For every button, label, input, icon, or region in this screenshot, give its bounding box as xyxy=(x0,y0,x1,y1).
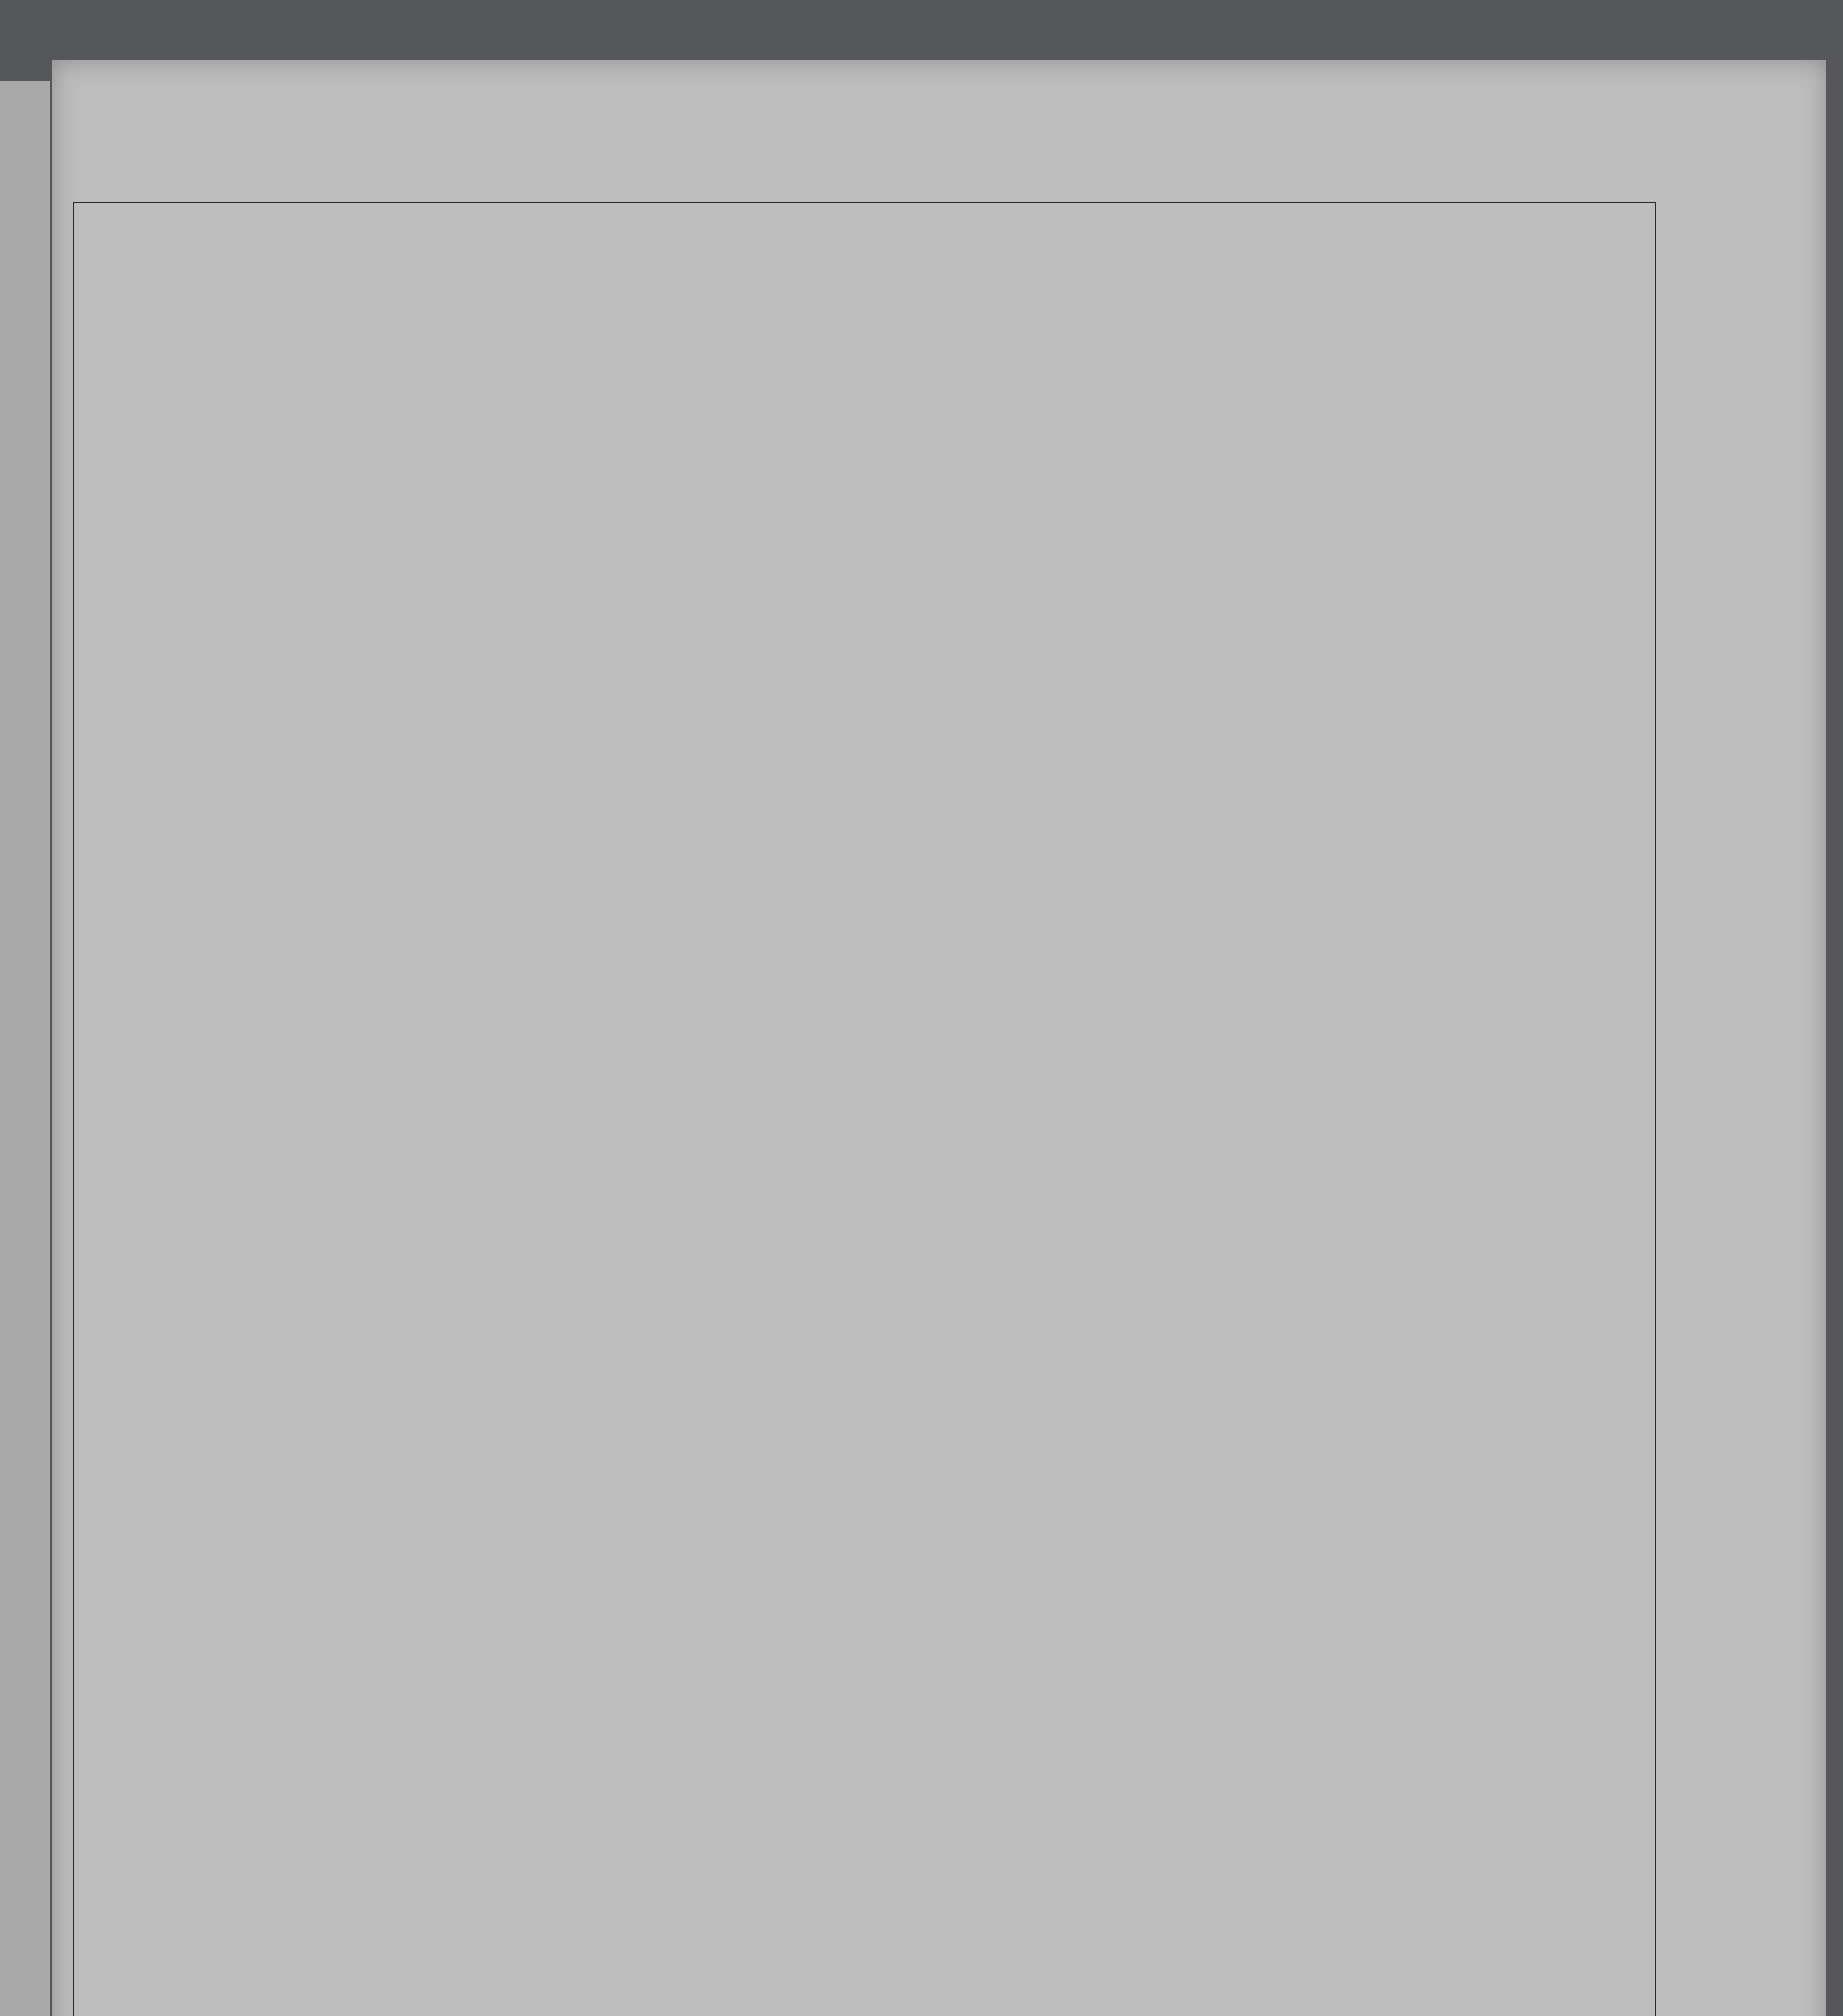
table-frame xyxy=(73,202,1656,2016)
previous-page-edge xyxy=(0,81,50,2016)
